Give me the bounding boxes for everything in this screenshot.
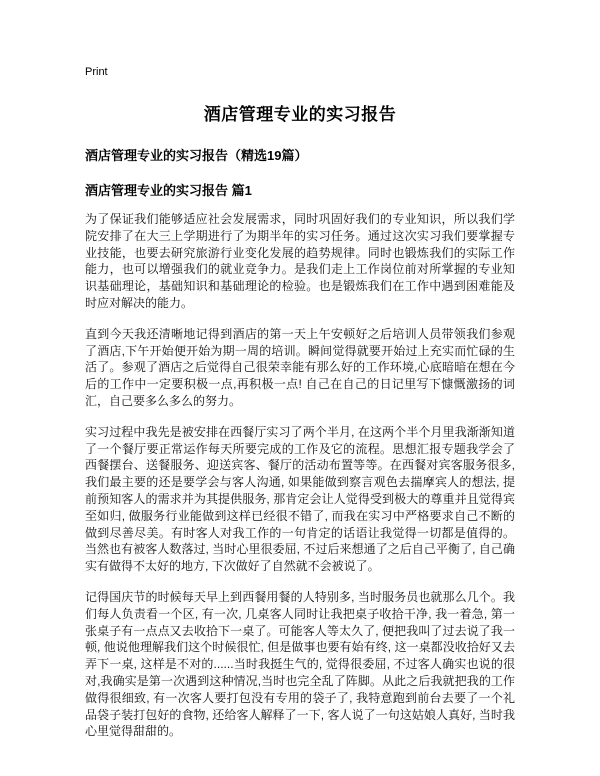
page-title: 酒店管理专业的实习报告 (203, 105, 397, 124)
print-link[interactable]: Print (85, 66, 108, 78)
article-body (85, 211, 515, 740)
document-subtitle: 酒店管理专业的实习报告（精选19篇） (85, 148, 308, 163)
paragraph: 直到今天我还清晰地记得到酒店的第一天上午安顿好之后培训人员带领我们参观了酒店,下午开始便开始为期一周的培训。瞬间觉得就要开始过上充实而忙碌的生活了。参观了酒店之后觉得自己很荣幸能有那么好的工作环境,心底暗暗在想在今后的工作中一定要积极一点,再积极一点! 自己在自己的日记里写下慷慨激扬的词汇，自己要多么多么的努力。 (85, 326, 515, 408)
paragraph: 为了保证我们能够适应社会发展需求，同时巩固好我们的专业知识，所以我们学院安排了在大三上学期进行了为期半年的实习任务。通过这次实习我们要掌握专业技能，也要去研究旅游行业变化发展的趋势规律。同时也锻炼我们的实际工作能力，也可以增强我们的就业竞争力。是我们走上工作岗位前对所掌握的专业知识基础理论，基础知识和基础理论的检验。也是锻炼我们在工作中遇到困难能及时应对解决的能力。 (85, 212, 515, 310)
paragraph: 实习过程中我先是被安排在西餐厅实习了两个半月, 在这两个半个月里我渐渐知道了一个餐厅要正常运作每天所要完成的工作及它的流程。思想汇报专题我学会了西餐摆台、送餐服务、迎送宾客、餐厅的活动布置等等。在西餐对宾客服务很多, 我们最主要的还是要学会与客人沟通, 如果能做到察言观色去揣摩宾人的想法, 提前预知客人的需求并为其提供服务, 那肯定会让人觉得受到极大的尊重并且觉得宾至如归, 做服务行业能做到这样已经很不错了, 而我在实习中严格要求自己不断的做到尽善尽美。有时客人对我工作的一句肯定的话语让我觉得一切都是值得的。当然也有被客人数落过, 当时心里很委屈, 不过后来想通了之后自己平衡了, 自己确实有做得不太好的地方, 下次做好了自然就不会被说了。 (85, 424, 515, 574)
paragraph: 记得国庆节的时候每天早上到西餐用餐的人特别多, 当时服务员也就那么几个。我们每人负责看一个区, 有一次, 几桌客人同时让我把桌子收拾干净, 我一着急, 第一张桌子有一点点又去收拾下一桌了。可能客人等太久了, 便把我叫了过去说了我一顿, 他说他理解我们这个时候很忙, 但是做事也要有始有终, 这一桌都没收拾好又去弄下一桌, 这样是不对的......当时我挺生气的, 觉得很委屈, 不过客人确实也说的很对,我确实是第一次遇到这种情况,当时也完全乱了阵脚。从此之后我就把我的工作做得很细致, 有一次客人要打包没有专用的袋子了, 我特意跑到前台去要了一个礼品袋子装打包好的食物, 还给客人解释了一下, 客人说了一句这姑娘人真好, 当时我心里觉得甜甜的。 (85, 589, 515, 739)
section-heading: 酒店管理专业的实习报告 篇1 (85, 183, 252, 198)
